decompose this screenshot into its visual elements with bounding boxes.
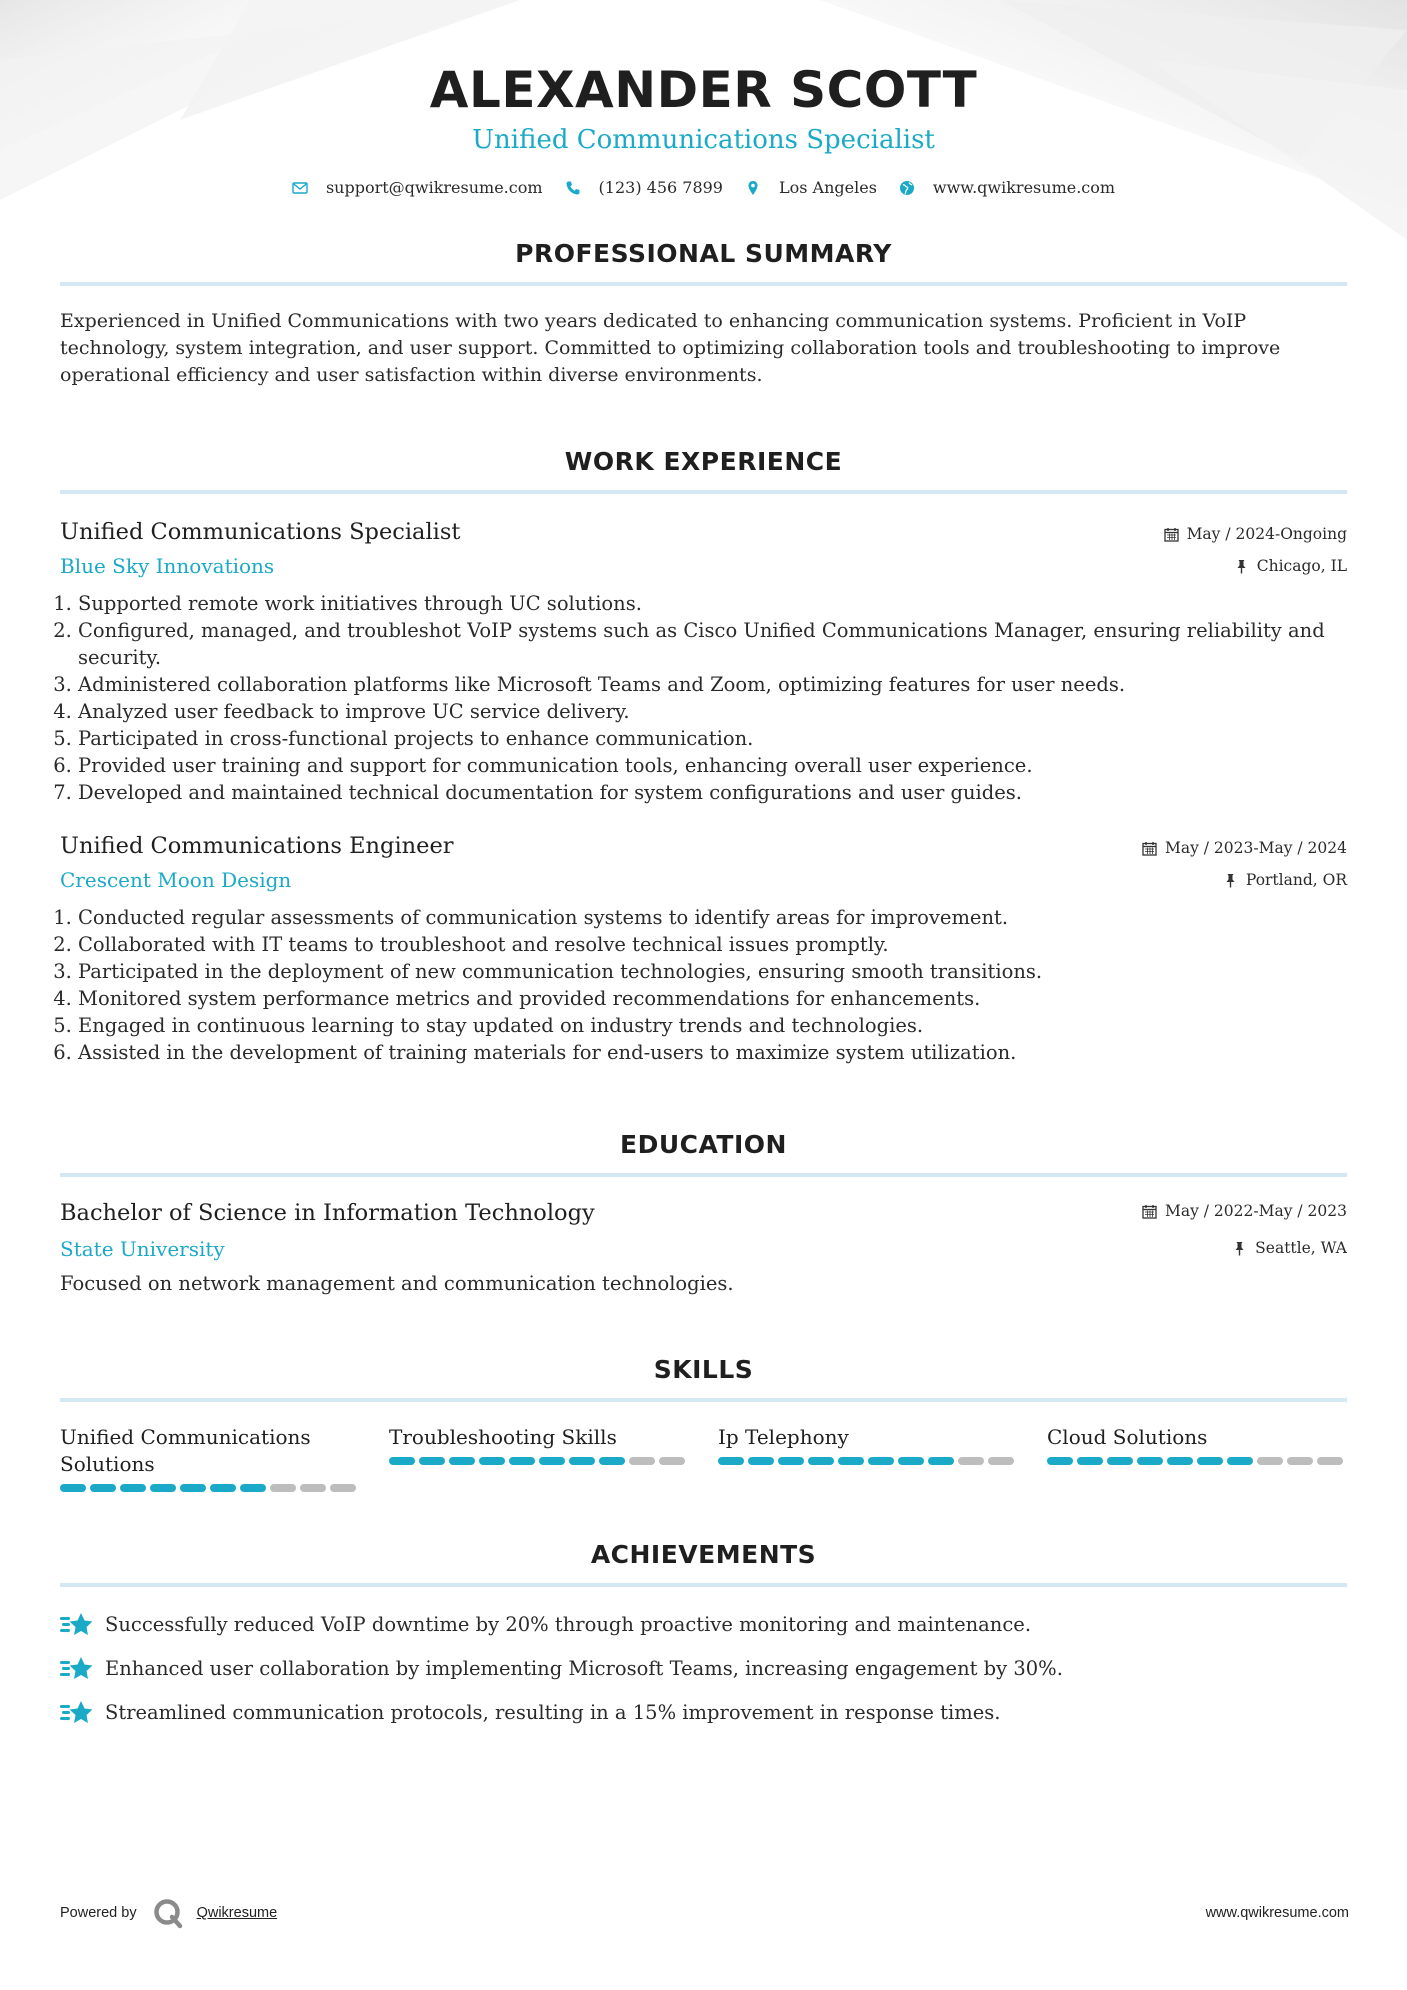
skills-divider [60,1398,1347,1402]
candidate-title: Unified Communications Specialist [472,125,935,155]
skill-dot-filled [120,1484,146,1492]
job-dates [1164,524,1347,544]
contact-website-text: www.qwikresume.com [932,178,1116,197]
skill-rating [718,1457,1018,1465]
achievement-text: Streamlined communication protocols, resulting in a 15% improvement in response times. [105,1701,1001,1724]
skill-dot-filled [1107,1457,1133,1465]
skill-dot-filled [1077,1457,1103,1465]
globe-icon [899,180,915,196]
skill-dot-filled [240,1484,266,1492]
skill-dot-filled [150,1484,176,1492]
skill-dot-filled [838,1457,864,1465]
contact-bar [60,178,1347,197]
contact-location-text: Los Angeles [778,178,877,197]
skill-dot-empty [270,1484,296,1492]
list-item: 4. Analyzed user feedback to improve UC service delivery. [78,698,1347,725]
skill-dot-filled [449,1457,475,1465]
education-location [1142,1238,1347,1258]
job-duties [60,904,1347,1066]
contact-location [745,178,877,197]
calendar-icon [1142,1204,1157,1219]
skills-section [60,1355,1347,1492]
summary-text: Experienced in Unified Communications with two years dedicated to enhancing communication systems. Proficient in VoIP technology, system integration, and user support. Committed to optimizing collaboration tools and troubleshooting to improve operational efficiency and user satisfaction within diverse environments. [60,310,1281,386]
phone-icon [565,180,581,196]
job-entry [60,832,1347,1066]
list-item: 1. Conducted regular assessments of communication systems to identify areas for improvement. [78,904,1347,931]
degree-title: Bachelor of Science in Information Technology [60,1200,595,1226]
skill-dot-empty [1257,1457,1283,1465]
education-entry [60,1199,1347,1297]
achievement-text: Successfully reduced VoIP downtime by 20% through proactive monitoring and maintenance. [105,1613,1032,1636]
achievements-heading: ACHIEVEMENTS [590,1540,817,1569]
experience-divider [60,490,1347,494]
calendar-icon [1142,841,1157,856]
pushpin-icon [1232,1241,1247,1256]
skill-dot-empty [958,1457,984,1465]
skill-rating [60,1484,360,1492]
list-item: 3. Participated in the deployment of new communication technologies, ensuring smooth transitions. [78,958,1347,985]
achievement-item [60,1699,1347,1727]
summary-section [60,239,1347,389]
skill-dot-empty [330,1484,356,1492]
skill-dot-empty [659,1457,685,1465]
list-item: 4. Monitored system performance metrics and provided recommendations for enhancements. [78,985,1347,1012]
list-item: 5. Participated in cross-functional projects to enhance communication. [78,725,1347,752]
job-location-text: Portland, OR [1245,871,1347,889]
skills-heading: SKILLS [653,1355,754,1384]
skill-dot-filled [479,1457,505,1465]
summary-heading: PROFESSIONAL SUMMARY [515,239,892,268]
envelope-icon [292,180,308,196]
skill-item [718,1424,1018,1492]
skill-dot-filled [509,1457,535,1465]
experience-section [60,447,1347,1066]
pushpin-icon [1223,873,1238,888]
education-location-text: Seattle, WA [1255,1239,1347,1257]
skill-dot-filled [539,1457,565,1465]
job-location [1142,870,1347,890]
contact-phone[interactable] [565,178,723,197]
skill-dot-filled [1047,1457,1073,1465]
job-title: Unified Communications Engineer [60,833,454,859]
job-dates-text: May / 2024-Ongoing [1186,525,1347,543]
summary-divider [60,282,1347,286]
skill-dot-filled [928,1457,954,1465]
list-item: 3. Administered collaboration platforms like Microsoft Teams and Zoom, optimizing features for user needs. [78,671,1347,698]
job-location [1164,556,1347,576]
calendar-icon [1164,527,1179,542]
skill-dot-filled [1167,1457,1193,1465]
skill-dot-filled [180,1484,206,1492]
skill-dot-filled [808,1457,834,1465]
list-item: 2. Configured, managed, and troubleshot VoIP systems such as Cisco Unified Communications Manager, ensuring reliability and security. [78,617,1347,671]
qwikresume-link[interactable]: Qwikresume [196,1905,278,1921]
skill-dot-filled [1227,1457,1253,1465]
skill-dot-empty [988,1457,1014,1465]
education-heading: EDUCATION [620,1130,787,1159]
skill-dot-empty [1317,1457,1343,1465]
job-dates [1142,838,1347,858]
skill-item [389,1424,689,1492]
skill-dot-filled [778,1457,804,1465]
skill-name: Troubleshooting Skills [389,1425,617,1449]
star-icon [60,1699,94,1727]
education-section [60,1130,1347,1297]
achievements-section [60,1540,1347,1727]
footer [60,1896,1349,1930]
list-item: 6. Provided user training and support for communication tools, enhancing overall user experience. [78,752,1347,779]
education-description: Focused on network management and communication technologies. [60,1272,734,1295]
achievement-item [60,1655,1347,1683]
list-item: 5. Engaged in continuous learning to stay updated on industry trends and technologies. [78,1012,1347,1039]
achievements-list [60,1611,1347,1727]
skill-dot-filled [599,1457,625,1465]
achievement-item [60,1611,1347,1639]
skill-dot-filled [569,1457,595,1465]
education-divider [60,1173,1347,1177]
job-dates-text: May / 2023-May / 2024 [1164,839,1347,857]
education-dates-text: May / 2022-May / 2023 [1164,1202,1347,1220]
contact-email[interactable] [292,178,543,197]
job-location-text: Chicago, IL [1256,557,1347,575]
skill-dot-filled [748,1457,774,1465]
skill-dot-filled [90,1484,116,1492]
contact-email-text: support@qwikresume.com [325,178,543,197]
skill-name: Ip Telephony [718,1425,849,1449]
skill-dot-filled [60,1484,86,1492]
skill-name: Unified Communications Solutions [60,1425,311,1476]
qwikresume-logo-icon [151,1896,185,1930]
list-item: 6. Assisted in the development of training materials for end-users to maximize system utilization. [78,1039,1347,1066]
skill-name: Cloud Solutions [1047,1425,1208,1449]
school-name: State University [60,1237,225,1261]
skill-rating [389,1457,689,1465]
skill-dot-filled [210,1484,236,1492]
list-item: 1. Supported remote work initiatives through UC solutions. [78,590,1347,617]
job-duties [60,590,1347,806]
list-item: 7. Developed and maintained technical documentation for system configurations and user guides. [78,779,1347,806]
map-pin-icon [745,180,761,196]
achievement-text: Enhanced user collaboration by implementing Microsoft Teams, increasing engagement by 30%. [105,1657,1063,1680]
star-icon [60,1655,94,1683]
contact-website[interactable] [899,178,1115,197]
skill-item [1047,1424,1347,1492]
skill-dot-filled [868,1457,894,1465]
skill-dot-empty [300,1484,326,1492]
powered-by-label: Powered by [60,1905,137,1921]
list-item: 2. Collaborated with IT teams to troubleshoot and resolve technical issues promptly. [78,931,1347,958]
skill-dot-empty [629,1457,655,1465]
job-title: Unified Communications Specialist [60,519,461,545]
contact-phone-text: (123) 456 7899 [598,178,723,197]
skill-dot-filled [718,1457,744,1465]
education-dates [1142,1201,1347,1221]
pushpin-icon [1234,559,1249,574]
skill-dot-filled [1137,1457,1163,1465]
skills-grid [60,1424,1347,1492]
company-name: Crescent Moon Design [60,868,292,892]
skill-rating [1047,1457,1347,1465]
experience-heading: WORK EXPERIENCE [564,447,843,476]
skill-dot-filled [898,1457,924,1465]
footer-website[interactable]: www.qwikresume.com [1205,1905,1349,1921]
candidate-name: ALEXANDER SCOTT [429,61,978,119]
skill-dot-empty [1287,1457,1313,1465]
job-entry [60,518,1347,806]
skill-dot-filled [419,1457,445,1465]
company-name: Blue Sky Innovations [60,554,275,578]
skill-dot-filled [1197,1457,1223,1465]
achievements-divider [60,1583,1347,1587]
skill-dot-filled [389,1457,415,1465]
star-icon [60,1611,94,1639]
skill-item [60,1424,360,1492]
